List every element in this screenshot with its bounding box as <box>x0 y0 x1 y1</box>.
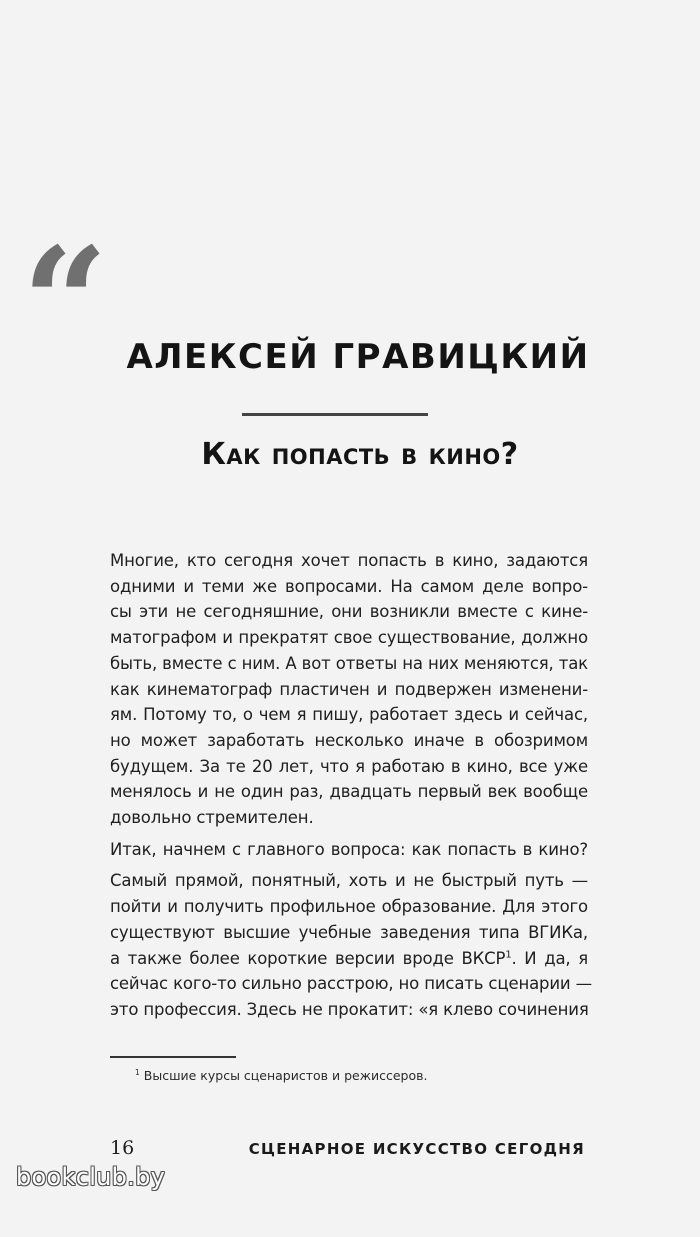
text-line: быть, вместе с ним. А вот ответы на них меняются, так <box>110 653 588 673</box>
text-line: Итак, начнем с главного вопроса: как попасть в кино? <box>110 839 588 859</box>
text-line: это профессия. Здесь не прокатит: «я клево сочинения <box>110 999 589 1019</box>
text-line: как кинематограф пластичен и подвержен изменени- <box>110 679 588 699</box>
body-text <box>110 548 592 1029</box>
text-line: довольно стремителен. <box>110 808 314 828</box>
text-line: Самый прямой, понятный, хоть и не быстрый путь — <box>110 871 588 891</box>
text-line: Многие, кто сегодня хочет попасть в кино, задаются <box>110 551 588 570</box>
text-line: пойти и получить профильное образование. Для этого <box>110 897 588 917</box>
text-line: матографом и прекратят свое существование, должно <box>110 628 588 648</box>
text-line: сы эти не сегодняшние, они возникли вместе с кине- <box>110 602 588 622</box>
author-name: АЛЕКСЕЙ ГРАВИЦКИЙ <box>126 337 590 377</box>
text-line-with-footnote <box>110 946 588 972</box>
text-line: сейчас кого-то сильно расстрою, но писать сценарии — <box>110 974 592 994</box>
text-line: будущем. За те 20 лет, что я работаю в кино, все уже <box>110 756 588 776</box>
paragraph <box>110 837 588 863</box>
text-line: ям. Потому то, о чем я пишу, работает здесь и сейчас, <box>110 705 588 725</box>
text-line: менялось и не один раз, двадцать первый век вообще <box>110 782 588 802</box>
watermark: bookclub.by <box>16 1163 166 1191</box>
chapter-subtitle: Как попасть в кино? <box>201 437 519 472</box>
running-head: СЦЕНАРНОЕ ИСКУССТВО СЕГОДНЯ <box>248 1140 585 1158</box>
title-divider <box>242 413 428 416</box>
footnote <box>135 1068 427 1083</box>
footnote-text: Высшие курсы сценаристов и режиссеров. <box>143 1068 428 1083</box>
footnote-divider <box>110 1056 236 1058</box>
quotation-mark-icon: “ <box>22 215 109 391</box>
line-text: а также более короткие версии вроде ВКСР <box>110 948 506 968</box>
footnote-reference[interactable]: 1 <box>505 949 512 961</box>
footnote-marker: 1 <box>135 1067 140 1077</box>
text-line: одними и теми же вопросами. На самом деле вопро- <box>110 576 588 596</box>
text-line: но может заработать несколько иначе в обозримом <box>110 730 588 750</box>
paragraph <box>110 868 592 1022</box>
line-text-continued: . И да, я <box>511 948 588 968</box>
page-number: 16 <box>110 1137 135 1159</box>
text-line: существуют высшие учебные заведения типа ВГИКа, <box>110 922 588 942</box>
paragraph <box>110 548 588 831</box>
